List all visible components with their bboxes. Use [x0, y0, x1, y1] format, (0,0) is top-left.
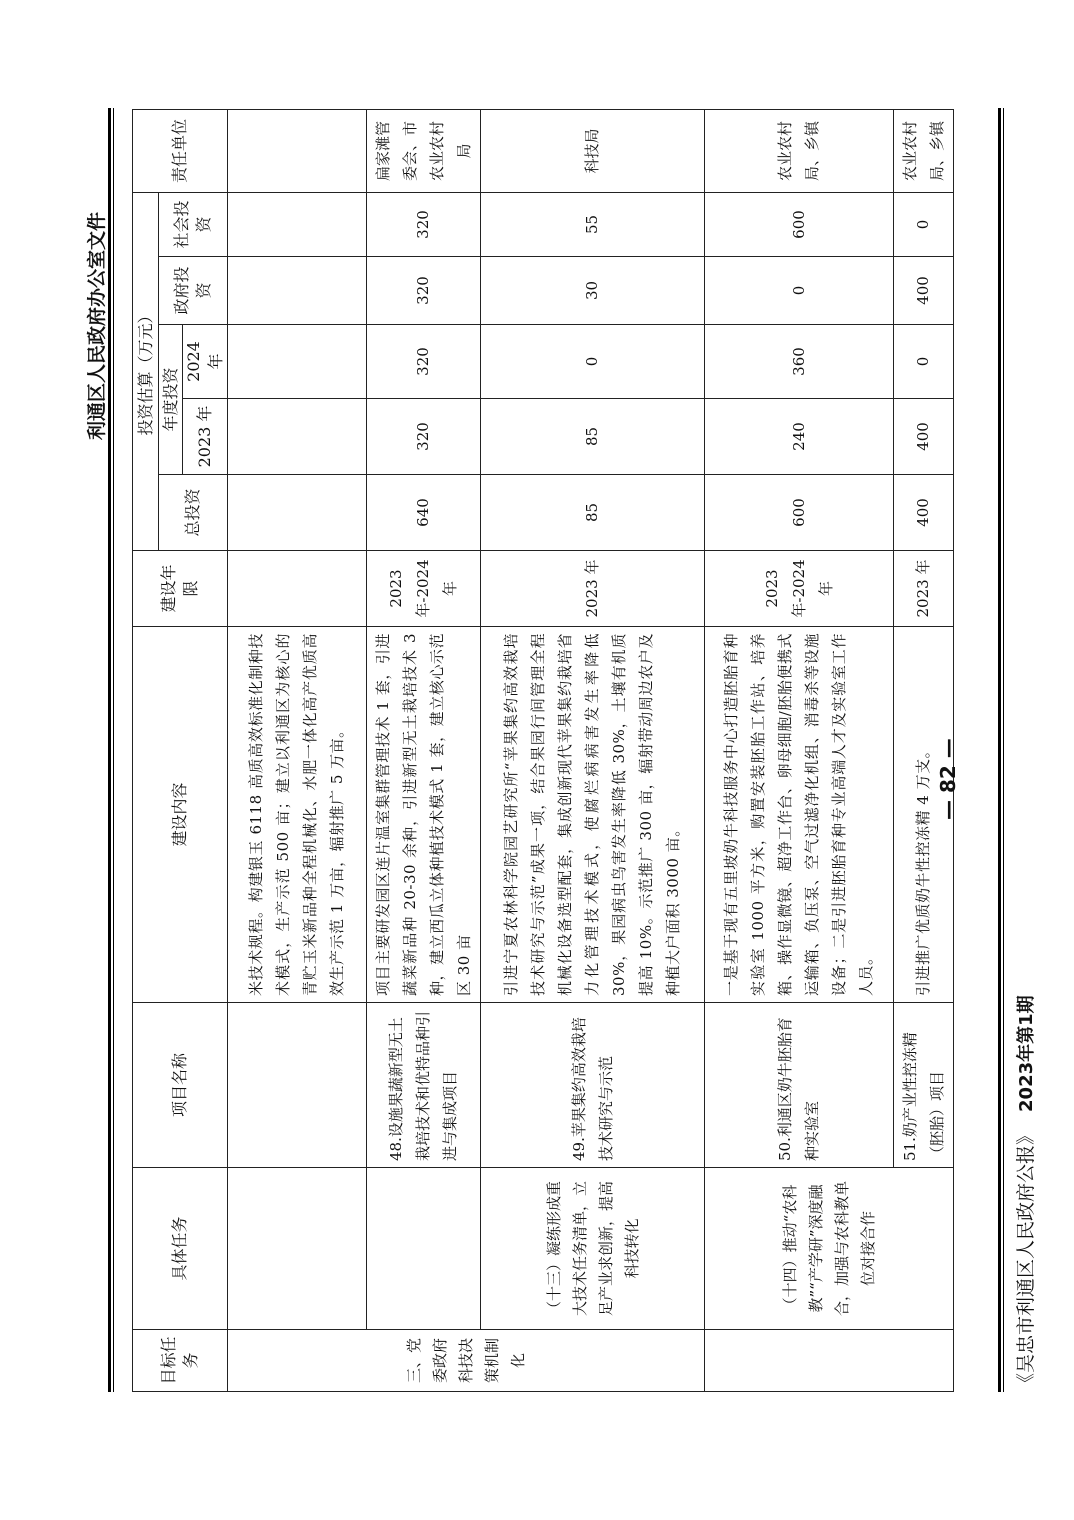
total-cell: 600 — [705, 475, 894, 551]
period-cell — [228, 551, 367, 627]
y2023-cell — [228, 399, 367, 475]
total-cell — [228, 475, 367, 551]
project-cell: 51.奶产业性控冻精（胚胎）项目 — [894, 1003, 954, 1168]
social-cell: 0 — [894, 193, 954, 257]
header-rule-thin — [113, 108, 114, 1392]
content-cell: 一是基于现有五里坡奶牛科技服务中心打造胚胎育种实验室 1000 平方米，购置安装胚胎工作站、培养箱、操作显微镜、超净工作台、卵母细胞/胚胎便携式运输箱、负压泵、空气过滤净化机组、消毒杀等设施设备；二是引进胚胎育种专业高端人才及实验室工作人员。 — [705, 627, 894, 1003]
project-cell: 48.设施果蔬新型无土栽培技术和优特品种引进与集成项目 — [367, 1003, 481, 1168]
y2024-cell: 0 — [481, 325, 705, 399]
task-cell: （十四）推动“农科教”“产学研”深度融合，加强与农科教单位对接合作 — [705, 1168, 954, 1330]
gov-cell: 320 — [367, 257, 481, 325]
y2024-cell: 360 — [705, 325, 894, 399]
header-invest-group: 投资估算（万元） — [133, 193, 159, 551]
gazette-title: 《吴忠市利通区人民政府公报》 — [1015, 1125, 1037, 1392]
y2024-cell: 0 — [894, 325, 954, 399]
y2023-cell: 85 — [481, 399, 705, 475]
footer-rule — [998, 108, 1001, 1392]
unit-cell — [228, 110, 367, 193]
table-row — [367, 110, 481, 1392]
page-number: — 82 — — [936, 738, 960, 820]
header-task: 具体任务 — [133, 1168, 228, 1330]
header-rule — [108, 108, 111, 1392]
gazette-header — [1011, 995, 1038, 1392]
header-unit: 责任单位 — [133, 110, 228, 193]
table-row — [228, 110, 367, 1392]
header-total: 总投资 — [159, 475, 228, 551]
footer-rule-thin — [1003, 108, 1004, 1392]
header-project: 项目名称 — [133, 1003, 228, 1168]
y2023-cell: 320 — [367, 399, 481, 475]
social-cell: 320 — [367, 193, 481, 257]
office-header: 利通区人民政府办公室文件 — [86, 211, 108, 440]
header-content: 建设内容 — [133, 627, 228, 1003]
period-cell: 2023 年-2024 年 — [367, 551, 481, 627]
task-cell — [367, 1168, 481, 1330]
total-cell: 400 — [894, 475, 954, 551]
project-cell: 49.苹果集约高效栽培技术研究与示范 — [481, 1003, 705, 1168]
gov-cell: 30 — [481, 257, 705, 325]
target-cell — [705, 1330, 954, 1392]
project-cell — [228, 1003, 367, 1168]
header-2023: 2023 年 — [183, 399, 228, 475]
gov-cell: 0 — [705, 257, 894, 325]
content-cell: 引进宁夏农林科学院园艺研究所“苹果集约高效栽培技术研究与示范”成果一项，结合果园行间管理全程机械化设备选型配套，集成创新现代苹果集约栽培省力化管理技术模式，使腐烂病病害发生率降低 30%，果园病虫鸟害发生率降低 30%，土壤有机质提高 10%。示范推广 300 亩，辐射带动周边农户及种植大户面积 3000 亩。 — [481, 627, 705, 1003]
header-gov: 政府投资 — [159, 257, 228, 325]
gov-cell: 400 — [894, 257, 954, 325]
y2024-cell: 320 — [367, 325, 481, 399]
gazette-issue: 2023年第1期 — [1016, 995, 1037, 1112]
header-social: 社会投资 — [159, 193, 228, 257]
y2024-cell — [228, 325, 367, 399]
period-cell: 2023 年 — [894, 551, 954, 627]
y2023-cell: 400 — [894, 399, 954, 475]
header-annual: 年度投资 — [159, 325, 183, 475]
social-cell: 55 — [481, 193, 705, 257]
table-row — [481, 110, 705, 1392]
unit-cell: 科技局 — [481, 110, 705, 193]
unit-cell: 农业农村局、乡镇 — [894, 110, 954, 193]
gov-cell — [228, 257, 367, 325]
content-cell: 引进推广优质奶牛性控冻精 4 万支。 — [894, 627, 954, 1003]
unit-cell: 农业农村局、乡镇 — [705, 110, 894, 193]
social-cell — [228, 193, 367, 257]
total-cell: 85 — [481, 475, 705, 551]
task-cell: （十三）凝练形成重大技术任务清单，立足产业求创新，提高科技转化 — [481, 1168, 705, 1330]
task-cell — [228, 1168, 367, 1330]
content-cell: 项目主要研发园区连片温室集群管理技术 1 套，引进蔬菜新品种 20-30 余种，引进新型无土栽培技术 3 种，建立西瓜立体种植技术模式 1 套，建立核心示范区 30 亩 — [367, 627, 481, 1003]
content-cell: 米技术规程。构建银玉 6118 高质高效标准化制种技术模式，生产示范 500 亩；建立以利通区为核心的青贮玉米新品种全程机械化、水肥一体化高产优质高效生产示范 1 万亩，辐射推广 5 万亩。 — [228, 627, 367, 1003]
header-2024: 2024 年 — [183, 325, 228, 399]
target-cell: 三、党委政府科技决策机制化 — [228, 1330, 705, 1392]
total-cell: 640 — [367, 475, 481, 551]
table-row — [705, 110, 894, 1392]
y2023-cell: 240 — [705, 399, 894, 475]
period-cell: 2023 年-2024 年 — [705, 551, 894, 627]
investment-table — [132, 109, 954, 1392]
social-cell: 600 — [705, 193, 894, 257]
project-cell: 50.利通区奶牛胚胎育种实验室 — [705, 1003, 894, 1168]
period-cell: 2023 年 — [481, 551, 705, 627]
unit-cell: 扁家滩管委会、市农业农村局 — [367, 110, 481, 193]
header-period: 建设年限 — [133, 551, 228, 627]
header-target: 目标任务 — [133, 1330, 228, 1392]
